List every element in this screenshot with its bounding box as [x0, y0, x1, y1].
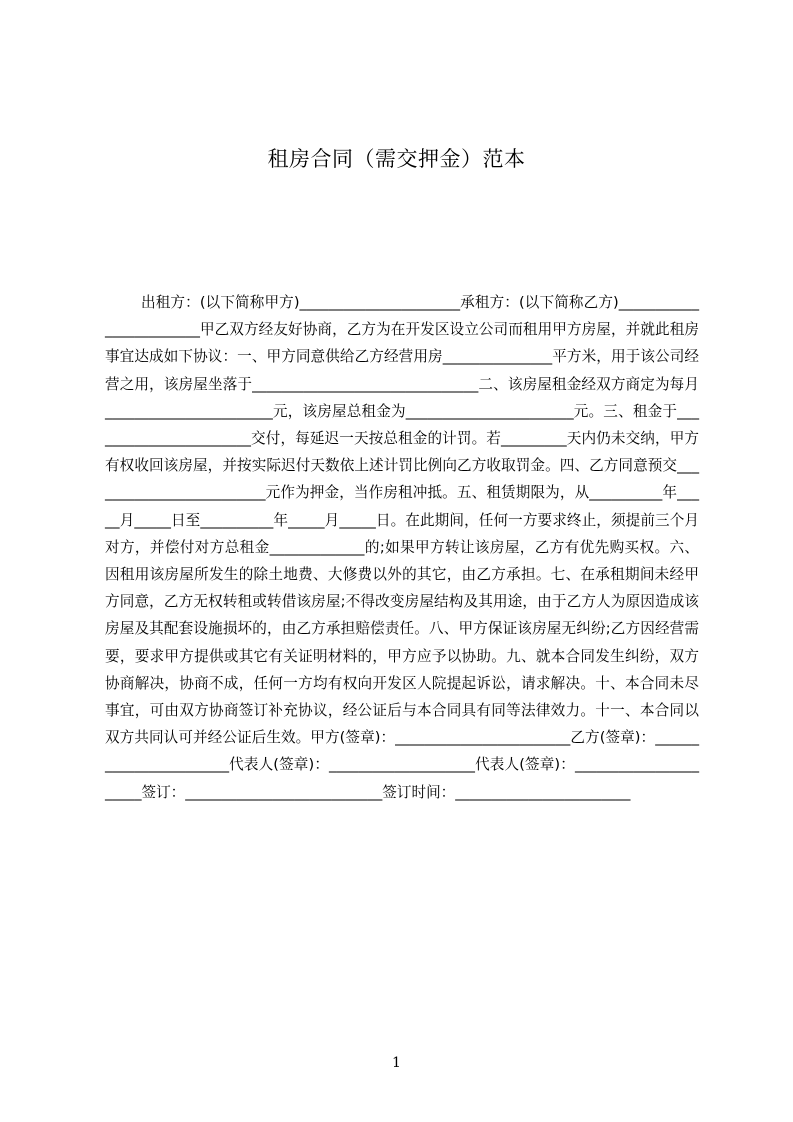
- contract-body: 出租方：(以下简称甲方)______________________承租方：(以下简称乙方)________________________甲乙双方经友好协商，乙方为在开发区设立公司而租用甲方房屋，并就此租房事宜达成如下协议：一、甲方同意供给乙方经营用房_______________平方米，用于该公司经营之用，该房屋坐落于_______________________________二、该房屋租金经双方商定为每月_______________________元，该房屋总租金为_______________________元。三、租金于_______________________交付，每延迟一天按总租金的计罚。若_________天内仍未交纳，甲方有权收回该房屋，并按实际迟付天数依上述计罚比例向乙方收取罚金。四、乙方同意预交_________________________元作为押金，当作房租冲抵。五、租赁期限为，从__________年_____月_____日至__________年_____月_____日。在此期间，任何一方要求终止，须提前三个月对方，并偿付对方总租金_____________的;如果甲方转让该房屋，乙方有优先购买权。六、因租用该房屋所发生的除土地费、大修费以外的其它，由乙方承担。七、在承租期间未经甲方同意，乙方无权转租或转借该房屋;不得改变房屋结构及其用途，由于乙方人为原因造成该房屋及其配套设施损坏的，由乙方承担赔偿责任。八、甲方保证该房屋无纠纷;乙方因经营需要，要求甲方提供或其它有关证明材料的，甲方应予以协助。九、就本合同发生纠纷，双方协商解决，协商不成，任何一方均有权向开发区人院提起诉讼，请求解决。十、本合同未尽事宜，可由双方协商签订补充协议，经公证后与本合同具有同等法律效力。十一、本合同以双方共同认可并经公证后生效。甲方(签章)：________________________乙方(签章)：_______________________代表人(签章)：____________________代表人(签章)：______________________签订：___________________________签订时间：________________________: [105, 294, 699, 801]
- page-number: 1: [392, 1055, 401, 1071]
- document-title: 租房合同（需交押金）范本: [267, 147, 526, 171]
